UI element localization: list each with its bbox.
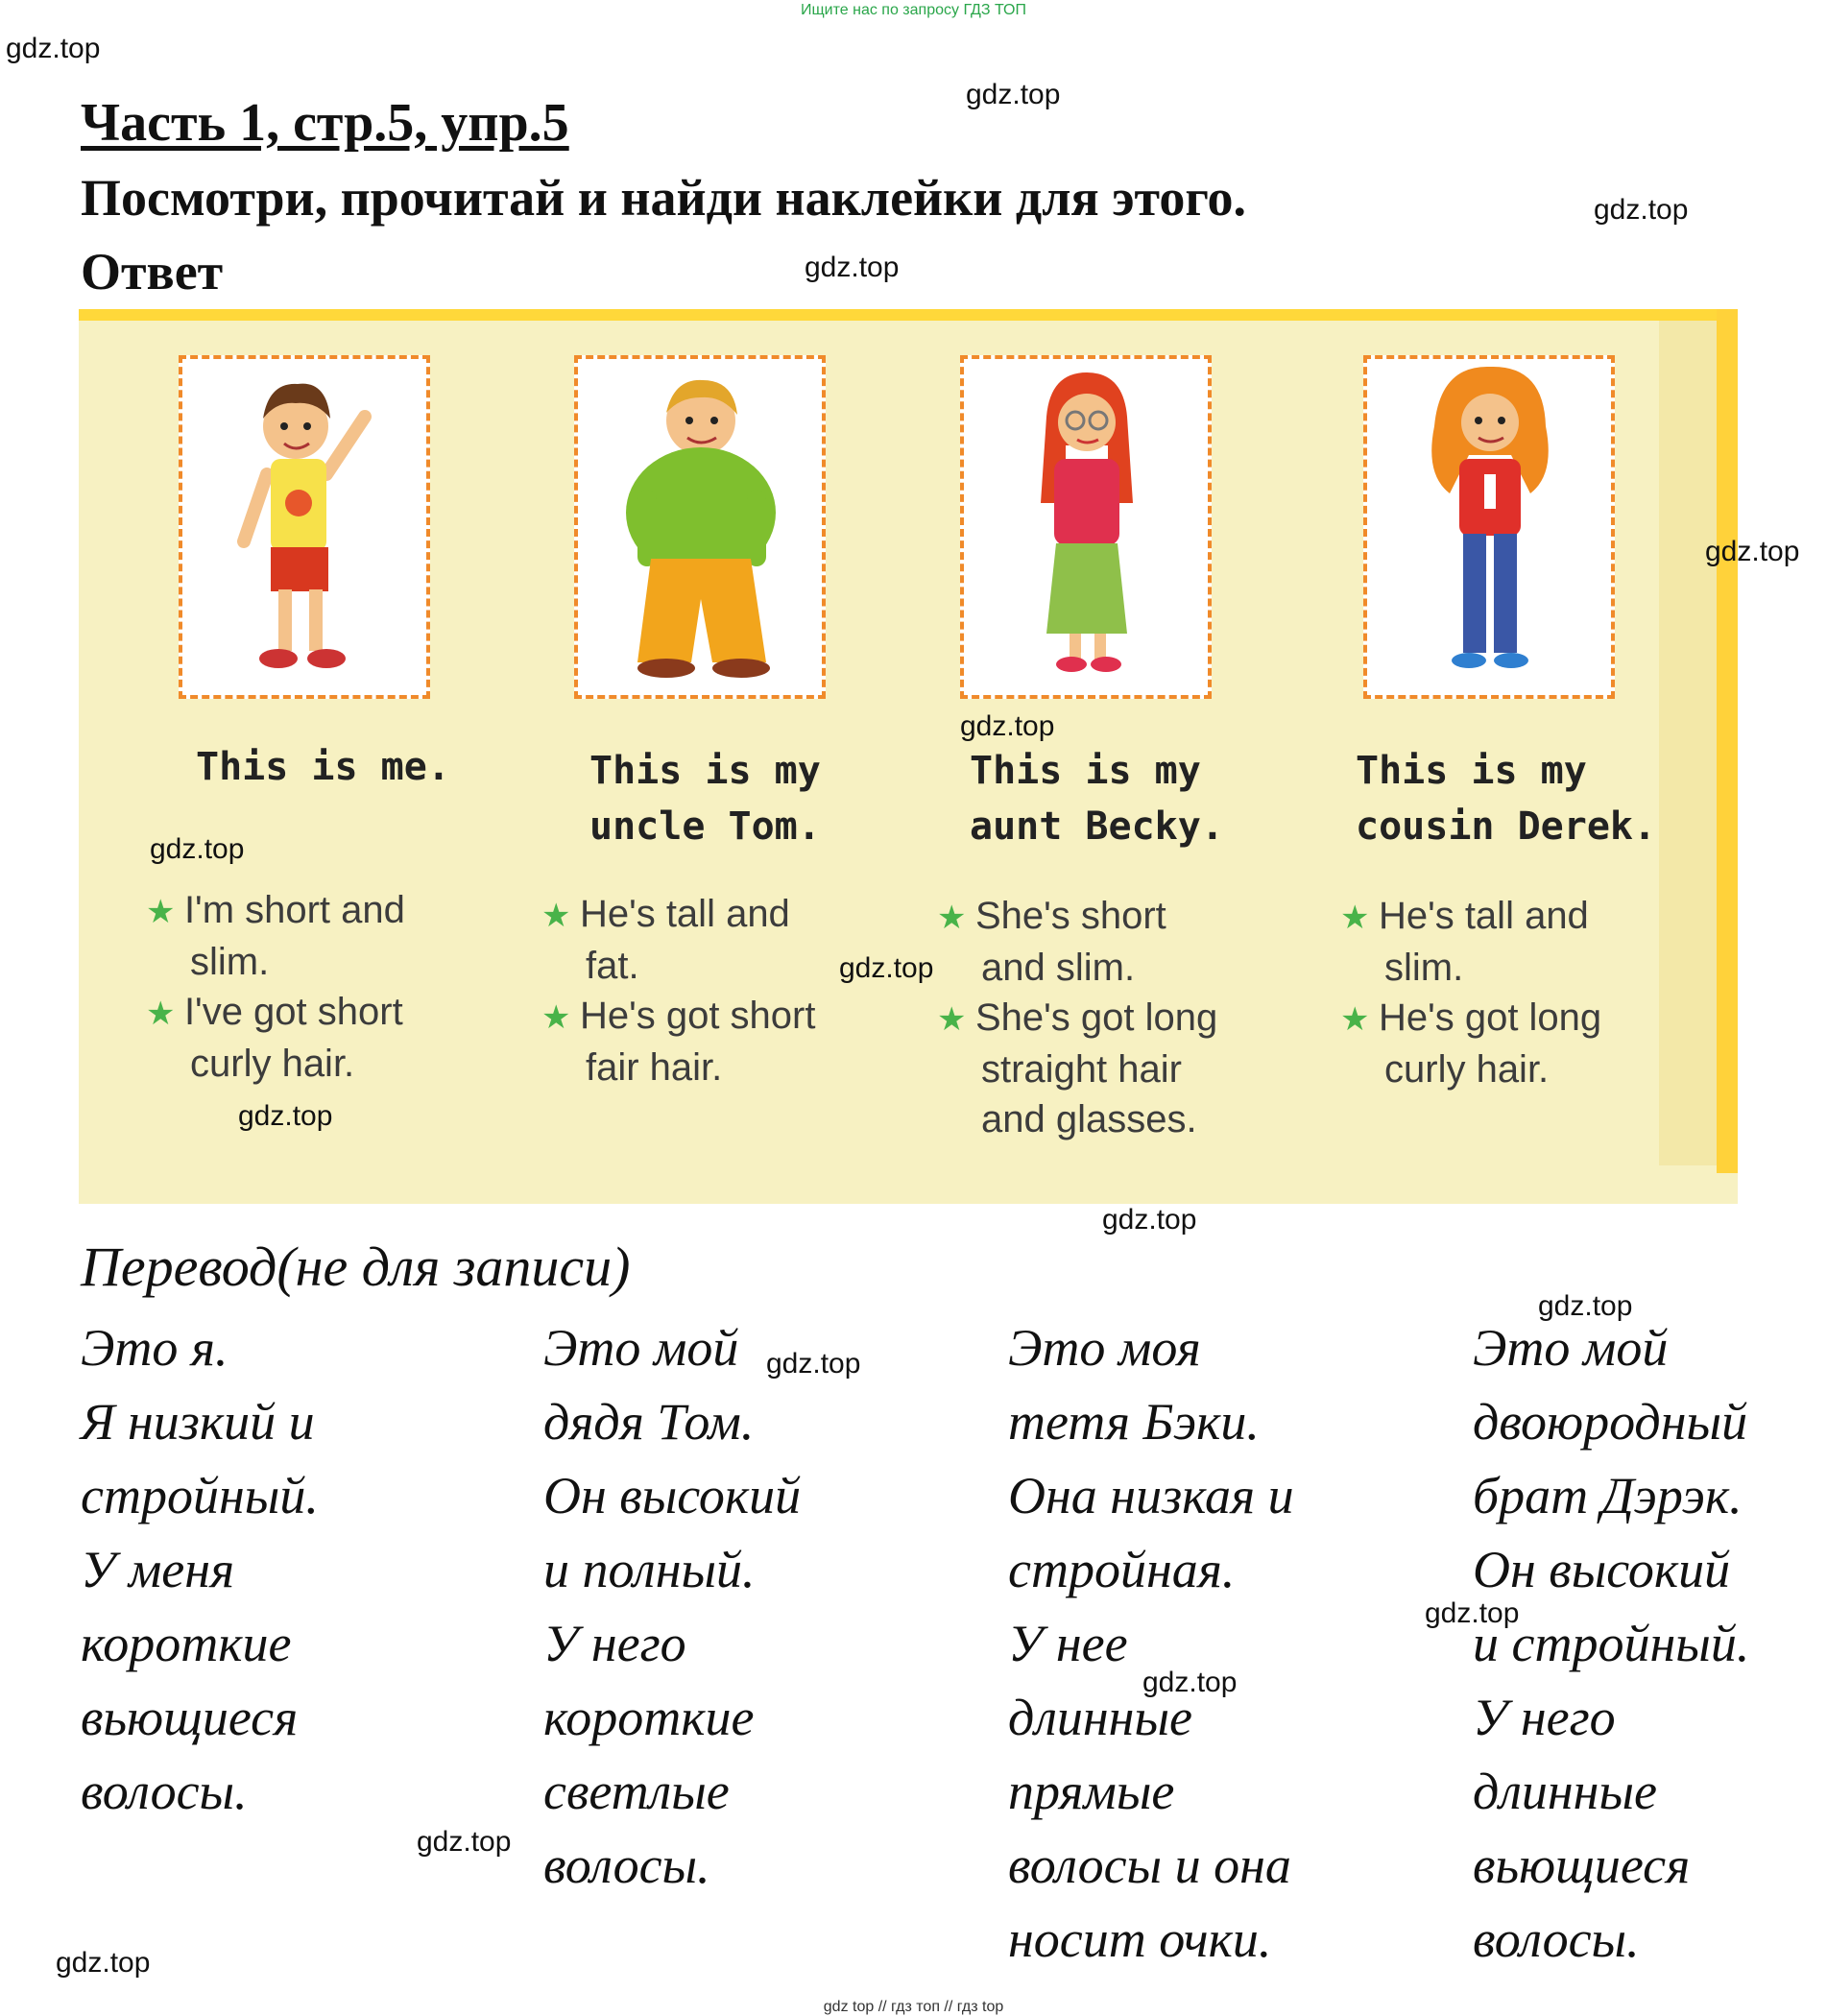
description-line: [541, 1043, 815, 1092]
star-icon: ★: [146, 996, 184, 1032]
description-text: curly hair.: [1384, 1048, 1550, 1091]
star-icon: ★: [937, 1001, 975, 1038]
translation-line: Он высокий: [543, 1467, 802, 1524]
description-line: [937, 1044, 1217, 1094]
description-text: fair hair.: [586, 1046, 723, 1089]
caption-aunt-becky: [970, 743, 1224, 854]
caption-line: This is my: [970, 749, 1201, 793]
translation-line: светлые: [543, 1763, 730, 1820]
translation-line: Это я.: [81, 1319, 228, 1377]
translation-line: У меня: [81, 1541, 235, 1598]
description-line: [146, 1039, 405, 1089]
translation-line: Она низкая и: [1008, 1467, 1294, 1524]
watermark: gdz.top: [1538, 1290, 1633, 1322]
description-text: slim.: [1384, 947, 1464, 989]
translation-title: Перевод(не для записи): [81, 1236, 631, 1298]
caption-line: cousin Derek.: [1356, 804, 1657, 849]
translation-line: и стройный.: [1473, 1615, 1750, 1672]
page-title: Часть 1, стр.5, упр.5: [81, 93, 569, 153]
caption-me: [196, 739, 450, 795]
task-text: Посмотри, прочитай и найди наклейки для этого.: [81, 169, 1247, 227]
description-text: fat.: [586, 945, 639, 987]
description-aunt-becky: [937, 891, 1217, 1144]
translation-line: вьющиеся: [1473, 1836, 1691, 1894]
cousin-derek-illustration: [1367, 359, 1611, 695]
watermark: gdz.top: [238, 1100, 333, 1132]
description-line: [541, 991, 815, 1043]
top-banner: Ищите нас по запросу ГДЗ ТОП: [801, 2, 1026, 18]
watermark: gdz.top: [1425, 1597, 1520, 1629]
translation-line: У него: [543, 1615, 686, 1672]
description-line: [146, 937, 405, 987]
description-line: [937, 993, 1217, 1044]
translation-line: волосы.: [1473, 1910, 1640, 1968]
watermark: gdz.top: [1102, 1204, 1197, 1236]
watermark: gdz.top: [966, 79, 1061, 110]
translation-line: прямые: [1008, 1763, 1175, 1820]
description-line: [937, 891, 1217, 943]
page-edge-top: [79, 309, 1738, 321]
description-text: He's tall and: [579, 893, 790, 935]
description-line: [541, 941, 815, 991]
page-edge-right: [1717, 309, 1738, 1173]
page-shade: [1659, 321, 1717, 1165]
star-icon: ★: [146, 894, 184, 930]
description-text: curly hair.: [190, 1043, 355, 1085]
translation-line: Это мой: [1473, 1319, 1669, 1377]
translation-line: Это мой: [543, 1319, 739, 1377]
description-line: [146, 885, 405, 937]
description-me: [146, 885, 405, 1089]
footer: gdz top // гдз топ // гдз top: [823, 1999, 1004, 2015]
star-icon: ★: [1340, 900, 1379, 936]
translation-line: и полный.: [543, 1541, 756, 1598]
watermark: gdz.top: [56, 1947, 151, 1979]
caption-line: This is me.: [196, 745, 450, 789]
uncle-tom-illustration: [578, 359, 822, 695]
description-line: [146, 987, 405, 1039]
description-text: I'm short and: [183, 889, 405, 931]
description-text: He's got long: [1378, 996, 1602, 1039]
description-text: She's got long: [974, 996, 1218, 1039]
textbook-image: [79, 309, 1738, 1204]
translation-line: У него: [1473, 1689, 1616, 1746]
translation-line: двоюродный: [1473, 1393, 1748, 1451]
translation-line: короткие: [81, 1615, 292, 1672]
translation-line: длинные: [1473, 1763, 1657, 1820]
caption-cousin-derek: [1356, 743, 1656, 854]
description-text: She's short: [974, 895, 1166, 937]
description-text: and glasses.: [981, 1098, 1197, 1140]
description-text: I've got short: [183, 991, 403, 1033]
description-text: straight hair: [981, 1048, 1182, 1091]
translation-column-3: [1008, 1311, 1294, 1977]
aunt-becky-illustration: [964, 359, 1208, 695]
translation-line: короткие: [543, 1689, 755, 1746]
translation-line: Он высокий: [1473, 1541, 1731, 1598]
boy-illustration: [182, 359, 426, 695]
caption-line: This is my: [1356, 749, 1587, 793]
watermark: gdz.top: [839, 952, 934, 984]
answer-label: Ответ: [81, 243, 224, 300]
watermark: gdz.top: [6, 33, 101, 64]
description-line: [1340, 943, 1601, 993]
translation-line: У нее: [1008, 1615, 1128, 1672]
translation-line: носит очки.: [1008, 1910, 1272, 1968]
translation-line: брат Дэрэк.: [1473, 1467, 1743, 1524]
caption-uncle-tom: [589, 743, 821, 854]
description-text: slim.: [190, 941, 270, 983]
translation-line: волосы.: [81, 1763, 248, 1820]
description-line: [1340, 1044, 1601, 1094]
caption-line: uncle Tom.: [589, 804, 821, 849]
translation-line: Я низкий и: [81, 1393, 315, 1451]
translation-line: вьющиеся: [81, 1689, 299, 1746]
translation-column-1: [81, 1311, 319, 1829]
description-line: [937, 943, 1217, 993]
sticker-card-aunt-becky: [960, 355, 1212, 699]
description-line: [541, 889, 815, 941]
translation-line: Это моя: [1008, 1319, 1201, 1377]
description-text: and slim.: [981, 947, 1136, 989]
star-icon: ★: [541, 898, 580, 934]
watermark: gdz.top: [1142, 1667, 1238, 1698]
translation-line: длинные: [1008, 1689, 1192, 1746]
star-icon: ★: [1340, 1001, 1379, 1038]
description-line: [937, 1094, 1217, 1144]
description-text: He's got short: [579, 995, 816, 1037]
caption-line: This is my: [589, 749, 821, 793]
watermark: gdz.top: [805, 252, 900, 283]
watermark: gdz.top: [1594, 194, 1689, 226]
translation-line: волосы и она: [1008, 1836, 1291, 1894]
watermark: gdz.top: [960, 710, 1055, 742]
star-icon: ★: [541, 999, 580, 1036]
star-icon: ★: [937, 900, 975, 936]
translation-column-2: [543, 1311, 801, 1903]
description-cousin-derek: [1340, 891, 1601, 1094]
watermark: gdz.top: [417, 1826, 512, 1858]
translation-line: тетя Бэки.: [1008, 1393, 1260, 1451]
translation-line: волосы.: [543, 1836, 710, 1894]
caption-line: aunt Becky.: [970, 804, 1224, 849]
translation-line: стройная.: [1008, 1541, 1236, 1598]
sticker-card-me: [179, 355, 430, 699]
sticker-card-cousin-derek: [1363, 355, 1615, 699]
description-line: [1340, 891, 1601, 943]
watermark: gdz.top: [766, 1348, 861, 1380]
watermark: gdz.top: [150, 833, 245, 865]
translation-line: дядя Том.: [543, 1393, 755, 1451]
sticker-card-uncle-tom: [574, 355, 826, 699]
translation-column-4: [1473, 1311, 1749, 1977]
translation-line: стройный.: [81, 1467, 319, 1524]
watermark: gdz.top: [1705, 536, 1800, 567]
description-line: [1340, 993, 1601, 1044]
description-text: He's tall and: [1378, 895, 1589, 937]
description-uncle-tom: [541, 889, 815, 1092]
